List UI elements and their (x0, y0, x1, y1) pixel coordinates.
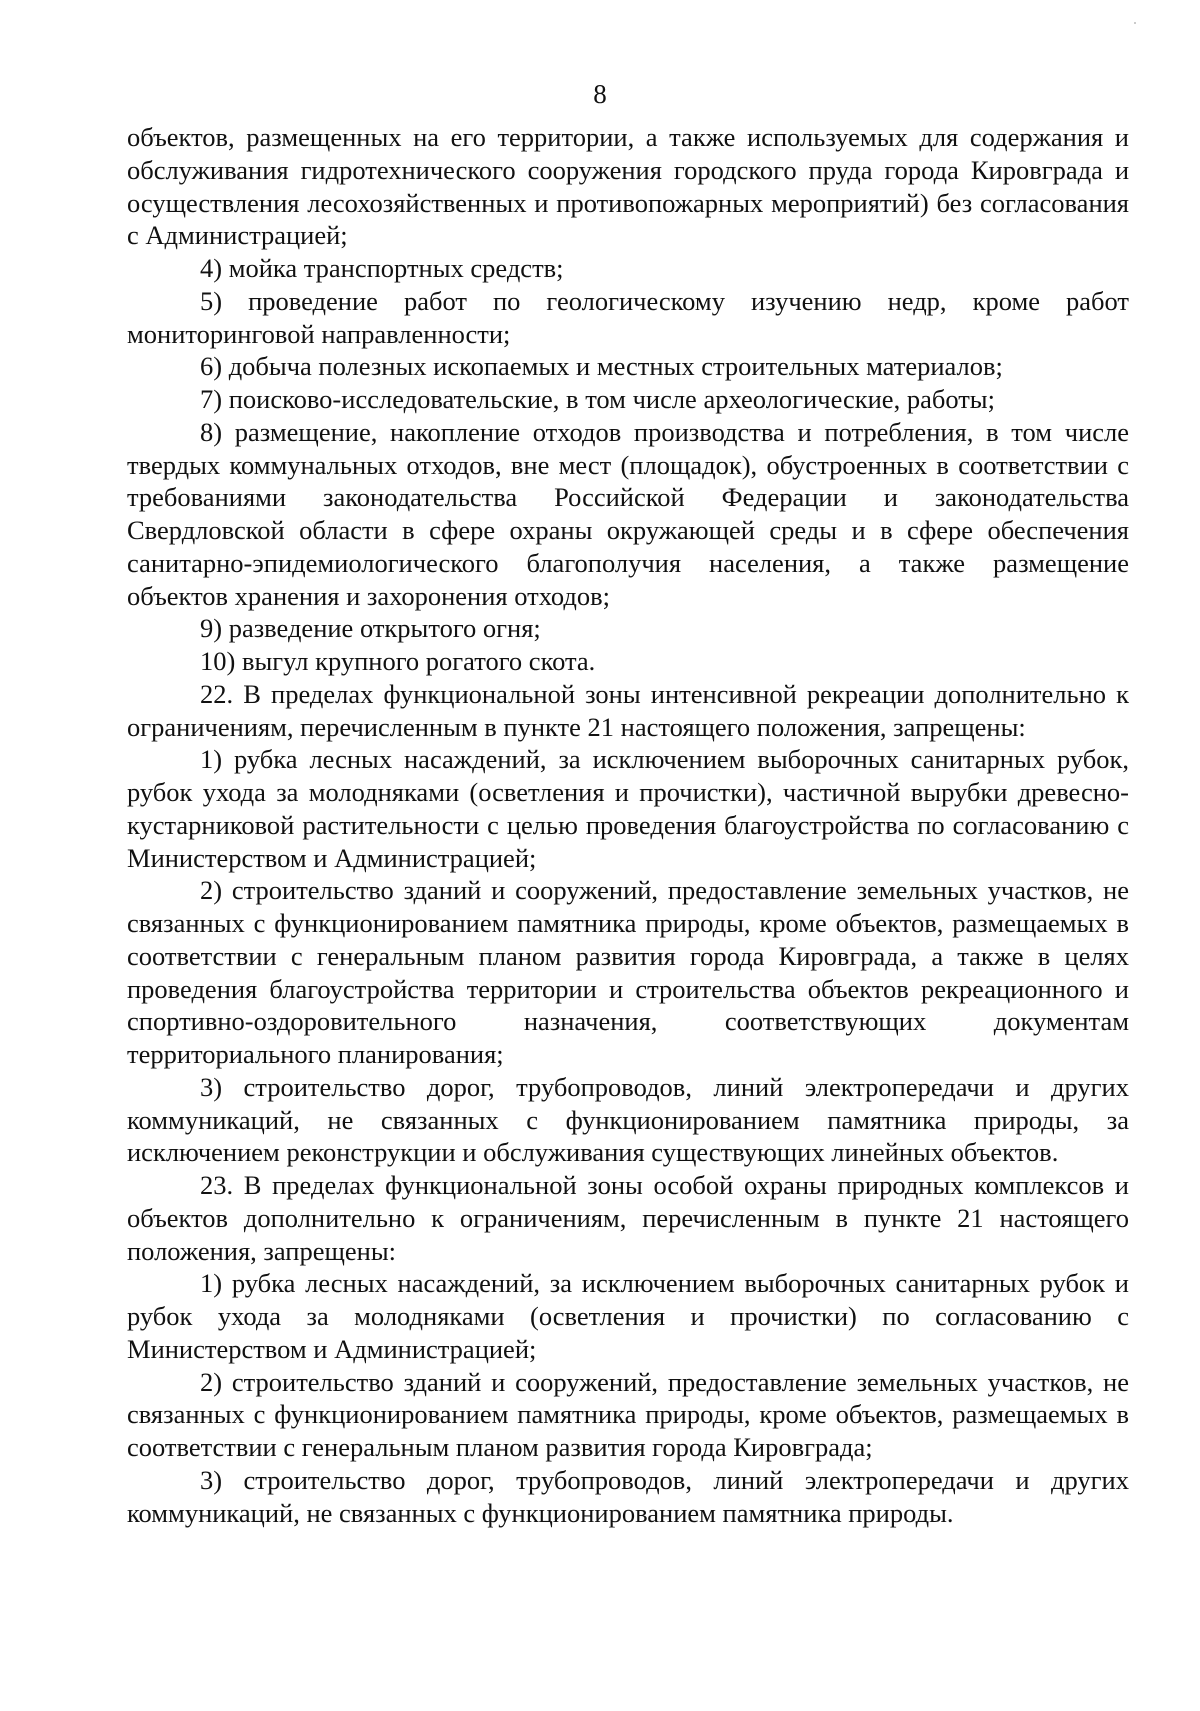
section-23: 23. В пределах функциональной зоны особой охраны природных комплексов и объектов дополнительно к ограничениям, перечисленным в пункте 21 настоящего положения, запрещены: (127, 1170, 1129, 1266)
section-22-item-1: 1) рубка лесных насаждений, за исключением выборочных санитарных рубок, рубок ухода за молодняками (осветления и прочистки), частичной вырубки древесно-кустарниковой растительности с целью проведения благоустройства по согласованию с Министерством и Администрацией; (127, 744, 1129, 873)
section-23-item-1: 1) рубка лесных насаждений, за исключением выборочных санитарных рубок и рубок ухода за молодняками (осветления и прочистки) по согласованию с Министерством и Администрацией; (127, 1268, 1129, 1364)
section-22-item-2: 2) строительство зданий и сооружений, предоставление земельных участков, не связанных с функционированием памятника природы, кроме объектов, размещаемых в соответствии с генеральным планом развития города Кировграда, а также в целях проведения благоустройства территории и строительства объектов рекреационного и спортивно-оздоровительного назначения, соответствующих документам территориального планирования; (127, 875, 1129, 1069)
list-item-10: 10) выгул крупного рогатого скота. (200, 646, 596, 676)
list-item-8: 8) размещение, накопление отходов производства и потребления, в том числе твердых коммунальных отходов, вне мест (площадок), обустроенных в соответствии с требованиями законодательства Российской Федерации и законодательства Свердловской области в сфере охраны окружающей среды и в сфере обеспечения санитарно-эпидемиологического благополучия населения, а также размещение объектов хранения и захоронения отходов; (127, 416, 1129, 611)
section-23-item-2: 2) строительство зданий и сооружений, предоставление земельных участков, не связанных с функционированием памятника природы, кроме объектов, размещаемых в соответствии с генеральным планом развития города Кировграда; (127, 1366, 1129, 1462)
list-item-6: 6) добыча полезных ископаемых и местных строительных материалов; (200, 351, 1003, 382)
list-item-5: 5) проведение работ по геологическому изучению недр, кроме работ мониторинговой направленности; (127, 285, 1129, 349)
list-item-9: 9) разведение открытого огня; (200, 613, 541, 644)
section-22: 22. В пределах функциональной зоны интенсивной рекреации дополнительно к ограничениям, перечисленным в пункте 21 настоящего положения, запрещены: (127, 678, 1129, 742)
list-item-7: 7) поисково-исследовательские, в том числе археологические, работы; (200, 384, 995, 414)
page-number: 8 (593, 79, 607, 109)
section-23-item-3: 3) строительство дорог, трубопроводов, линий электропередачи и других коммуникаций, не связанных с функционированием памятника природы. (127, 1464, 1129, 1528)
paragraph-continuation: объектов, размещенных на его территории, а также используемых для содержания и обслуживания гидротехнического сооружения городского пруда города Кировграда и осуществления лесохозяйственных и противопожарных мероприятий) без согласования с Администрацией; (127, 122, 1129, 251)
scan-speck (1134, 22, 1136, 24)
document-body (127, 121, 1129, 1529)
list-item-4: 4) мойка транспортных средств; (200, 253, 564, 283)
section-22-item-3: 3) строительство дорог, трубопроводов, линий электропередачи и других коммуникаций, не связанных с функционированием памятника природы, за исключением реконструкции и обслуживания существующих линейных объектов. (127, 1071, 1129, 1168)
